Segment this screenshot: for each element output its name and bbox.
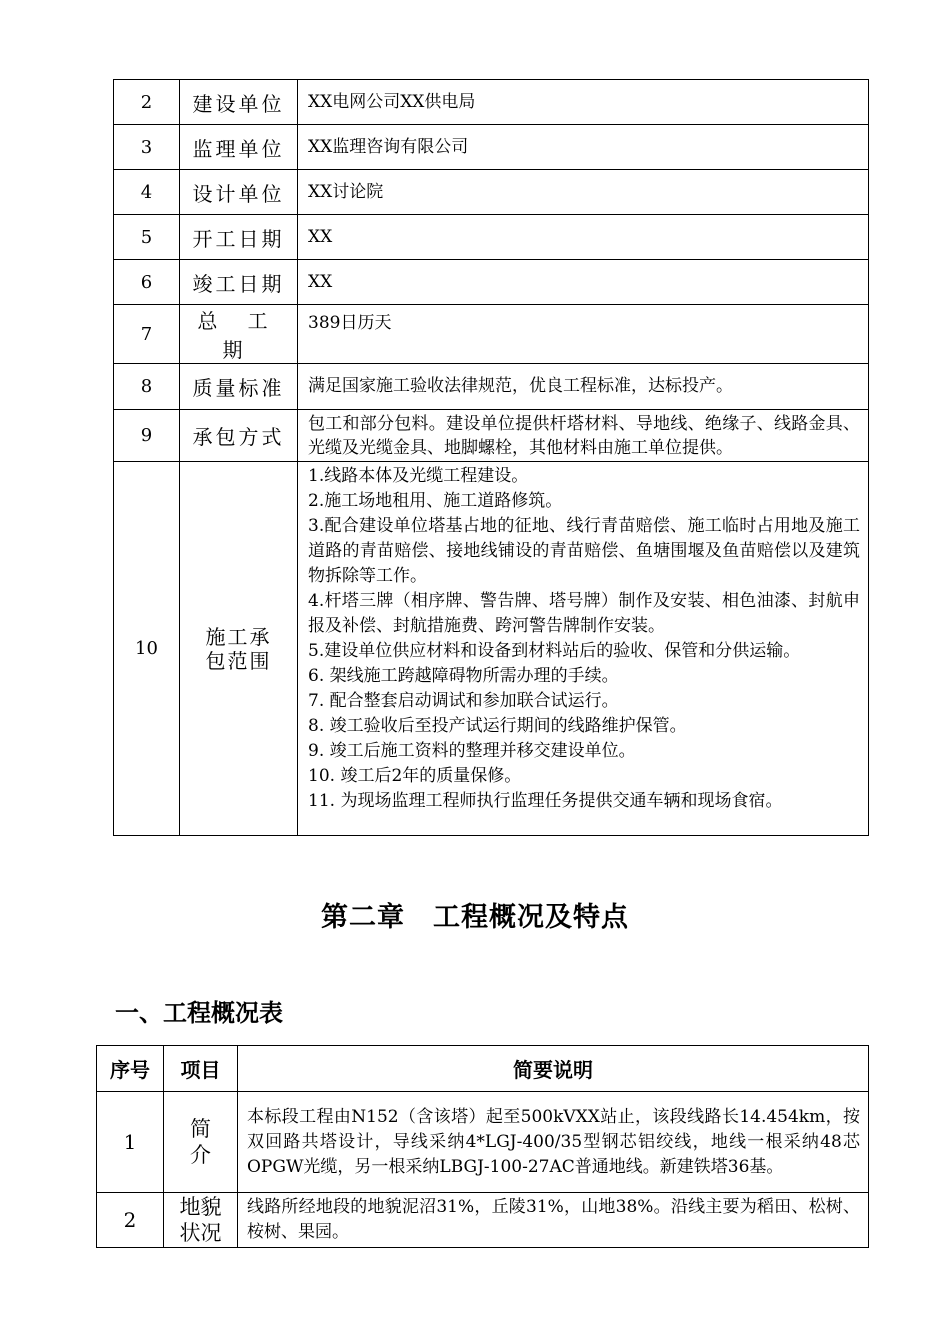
list-item: 5.建设单位供应材料和设备到材料站后的验收、保管和分供运输。 [308, 641, 801, 661]
table-row [114, 80, 869, 125]
row-label: 竣工日期 [180, 260, 298, 305]
row-value: XX监理咨询有限公司 [298, 125, 869, 170]
row-description: 线路所经地段的地貌泥沼31%，丘陵31%，山地38%。沿线主要为稻田、松树、桉树、果园。 [238, 1193, 869, 1248]
row-value: XX [298, 260, 869, 305]
list-item: 7. 配合整套启动调试和参加联合试运行。 [308, 691, 619, 711]
list-item: 11. 为现场监理工程师执行监理任务提供交通车辆和现场食宿。 [308, 791, 783, 811]
list-item: 4.杆塔三牌（相序牌、警告牌、塔号牌）制作及安装、相色油漆、封航申报及补偿、封航措施费、跨河警告牌制作安装。 [308, 591, 860, 636]
column-header-no: 序号 [97, 1046, 164, 1092]
row-number: 10 [114, 462, 180, 836]
list-item: 1.线路本体及光缆工程建设。 [308, 466, 529, 486]
row-number: 2 [97, 1193, 164, 1248]
row-value: 包工和部分包料。建设单位提供杆塔材料、导地线、绝缘子、线路金具、光缆及光缆金具、地脚螺栓，其他材料由施工单位提供。 [298, 410, 869, 462]
row-number: 1 [97, 1092, 164, 1193]
row-value: 满足国家施工验收法律规范，优良工程标准，达标投产。 [298, 364, 869, 410]
row-label-line: 状况 [179, 1221, 222, 1245]
table-header-row [97, 1046, 869, 1092]
table-row [114, 215, 869, 260]
row-number: 4 [114, 170, 180, 215]
row-label: 总 工 期 [180, 305, 298, 364]
row-label: 开工日期 [180, 215, 298, 260]
row-label: 监理单位 [180, 125, 298, 170]
row-number: 5 [114, 215, 180, 260]
row-label-line: 包范围 [205, 648, 272, 673]
row-label [164, 1092, 238, 1193]
row-number: 7 [114, 305, 180, 364]
row-label-line: 施工承 [205, 624, 272, 649]
table-row [114, 410, 869, 462]
column-header-item: 项目 [164, 1046, 238, 1092]
row-label-line: 简 [190, 1117, 211, 1141]
list-item: 9. 竣工后施工资料的整理并移交建设单位。 [308, 741, 636, 761]
section-title: 一、工程概况表 [115, 998, 283, 1027]
row-label: 建设单位 [180, 80, 298, 125]
row-label: 设计单位 [180, 170, 298, 215]
column-header-desc: 简要说明 [238, 1046, 869, 1092]
row-value: XX [298, 215, 869, 260]
row-number: 2 [114, 80, 180, 125]
row-description: 本标段工程由N152（含该塔）起至500kVXX站止，该段线路长14.454km，按双回路共塔设计，导线采纳4*LGJ-400/35型钢芯铝绞线，地线一根采纳48芯OPGW光缆，另一根采纳LBGJ-100-27AC普通地线。新建铁塔36基。 [238, 1092, 869, 1193]
project-overview-table [96, 1045, 869, 1248]
row-value: XX电网公司XX供电局 [298, 80, 869, 125]
row-label: 质量标准 [180, 364, 298, 410]
table-row [97, 1193, 869, 1248]
table-row [114, 305, 869, 364]
list-item: 10. 竣工后2年的质量保修。 [308, 766, 522, 786]
row-number: 8 [114, 364, 180, 410]
row-value: 389日历天 [298, 305, 869, 364]
list-item: 2.施工场地租用、施工道路修筑。 [308, 491, 563, 511]
row-number: 6 [114, 260, 180, 305]
row-label [180, 462, 298, 836]
list-item: 6. 架线施工跨越障碍物所需办理的手续。 [308, 666, 619, 686]
row-number: 3 [114, 125, 180, 170]
table-row [114, 462, 869, 836]
table-row [114, 170, 869, 215]
table-row [114, 125, 869, 170]
row-label-line: 介 [190, 1143, 211, 1167]
row-label-line: 地貌 [179, 1195, 222, 1219]
table-row [97, 1092, 869, 1193]
contract-info-table [113, 79, 869, 836]
table-row [114, 260, 869, 305]
table-row [114, 364, 869, 410]
row-label: 承包方式 [180, 410, 298, 462]
list-item: 8. 竣工验收后至投产试运行期间的线路维护保管。 [308, 716, 687, 736]
row-number: 9 [114, 410, 180, 462]
chapter-title: 第二章 工程概况及特点 [321, 902, 629, 933]
row-value: XX讨论院 [298, 170, 869, 215]
row-label [164, 1193, 238, 1248]
scope-list [298, 462, 869, 836]
list-item: 3.配合建设单位塔基占地的征地、线行青苗赔偿、施工临时占用地及施工道路的青苗赔偿、接地线铺设的青苗赔偿、鱼塘围堰及鱼苗赔偿以及建筑物拆除等工作。 [308, 516, 860, 586]
